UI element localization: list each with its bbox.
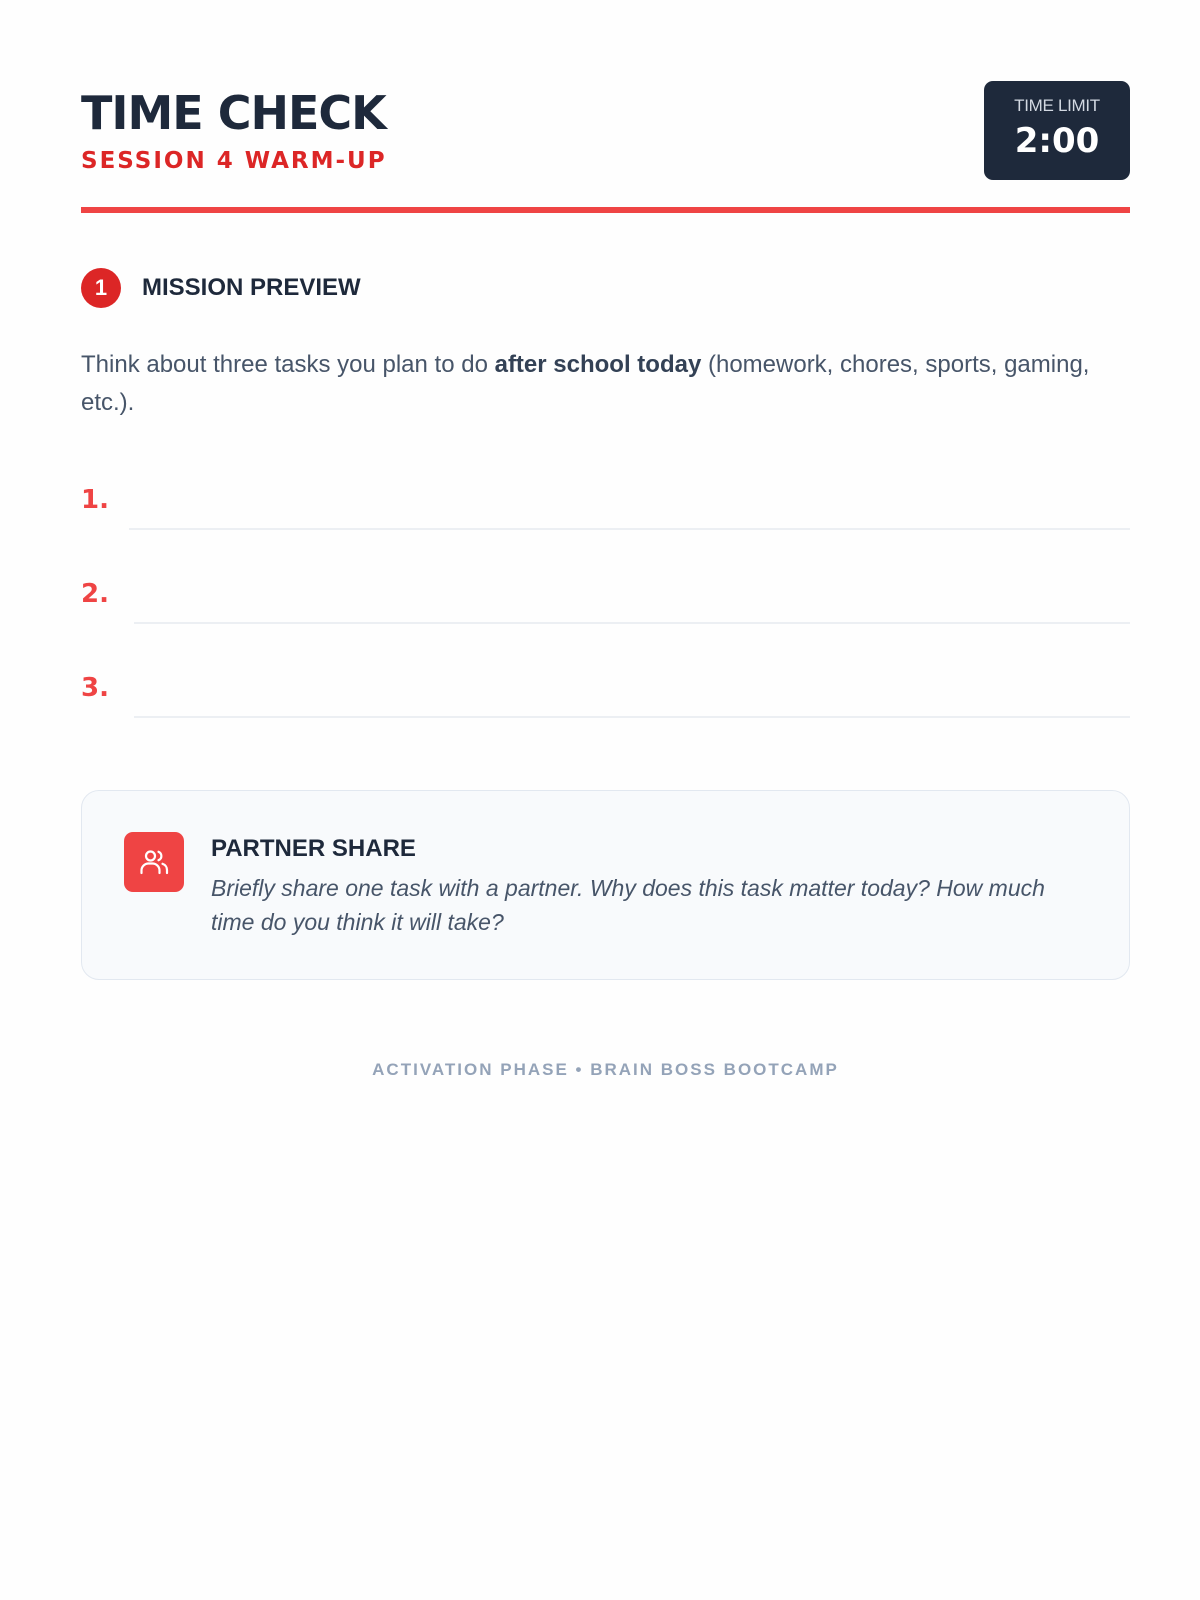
page-footer: ACTIVATION PHASE • BRAIN BOSS BOOTCAMP [372, 1060, 839, 1079]
task-item[interactable] [81, 475, 1130, 569]
section-title: MISSION PREVIEW [142, 274, 361, 301]
task-answer-line[interactable] [129, 528, 1130, 530]
step-number-badge: 1 [81, 268, 121, 308]
task-number: 3. [81, 673, 109, 703]
task-answer-line[interactable] [134, 716, 1130, 718]
task-number: 1. [81, 485, 109, 515]
worksheet-page [81, 0, 1130, 1079]
instructions-text-start: Think about three tasks you plan to do [81, 351, 495, 378]
page-title: TIME CHECK [81, 86, 386, 140]
task-item[interactable] [81, 569, 1130, 663]
time-limit-label: TIME LIMIT [1014, 96, 1100, 115]
time-limit-badge [984, 81, 1130, 180]
time-limit-value: 2:00 [1014, 121, 1100, 161]
section-instructions [81, 346, 1130, 422]
task-list [81, 475, 1130, 757]
task-answer-line[interactable] [134, 622, 1130, 624]
partner-share-card [81, 790, 1130, 980]
users-icon [124, 832, 184, 892]
task-number: 2. [81, 579, 109, 609]
instructions-text-end: (homework, chores, sports, gaming, etc.). [81, 351, 1090, 416]
section-heading [81, 268, 361, 308]
partner-share-prompt: Briefly share one task with a partner. Why does this task matter today? How much time do you think it will take? [211, 875, 1045, 935]
task-item[interactable] [81, 663, 1130, 757]
instructions-emphasis: after school today [494, 351, 702, 378]
header-divider [81, 207, 1130, 213]
worksheet-header [81, 0, 1130, 215]
partner-share-title: PARTNER SHARE [211, 835, 416, 862]
page-subtitle: SESSION 4 WARM-UP [81, 148, 387, 174]
